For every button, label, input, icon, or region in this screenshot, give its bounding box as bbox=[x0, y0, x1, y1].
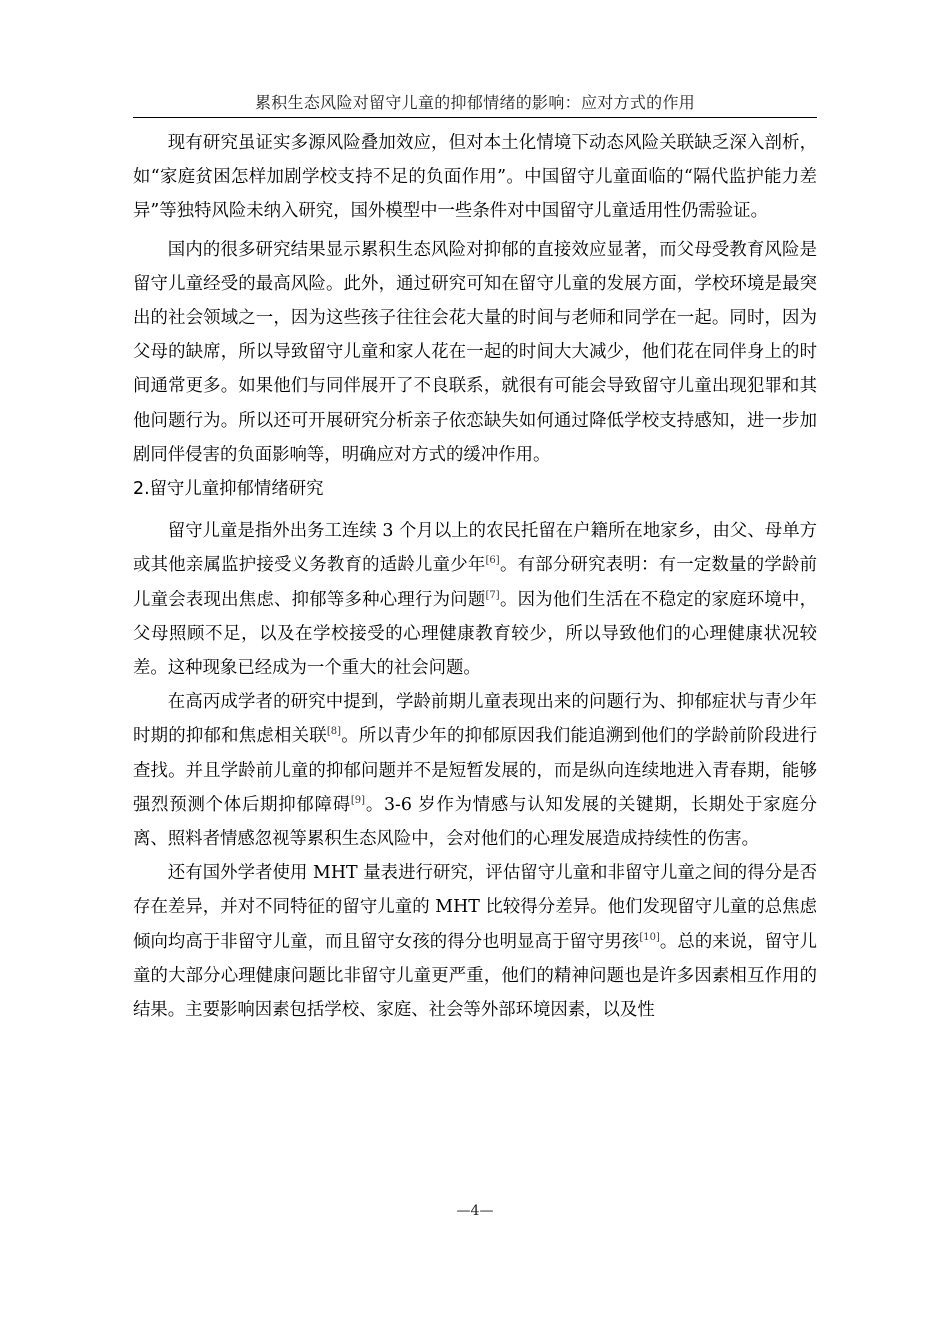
paragraph-text: 。总的来说，留守儿童的大部分心理健康问题比非留守儿童更严重，他们的精神问题也是许多因素相互作用的结果。主要影响因素包括学校、家庭、社会等外部环境因素，以及性 bbox=[133, 931, 817, 1021]
running-header: 累积生态风险对留守儿童的抑郁情绪的影响：应对方式的作用 bbox=[254, 93, 696, 112]
citation-marker: [9] bbox=[350, 795, 366, 807]
citation-marker: [6] bbox=[485, 555, 500, 567]
paragraph: 现有研究虽证实多源风险叠加效应，但对本土化情境下动态风险关联缺乏深入剖析，如“家庭贫困怎样加剧学校支持不足的负面作用”。中国留守儿童面临的“隔代监护能力差异”等独特风险未纳入研究，国外模型中一些条件对中国留守儿童适用性仍需验证。 bbox=[133, 133, 817, 222]
paragraph bbox=[133, 685, 817, 856]
paragraph-text: 。所以青少年的抑郁原因我们能追溯到他们的学龄前阶段进行查找。并且学龄前儿童的抑郁问题并不是短暂发展的，而是纵向连续地进入青春期，能够强烈预测个体后期抑郁障碍 bbox=[133, 726, 817, 815]
paragraph-text: 。有部分研究表明：有一定数量的学龄前儿童会表现出焦虑、抑郁等多种心理行为问题 bbox=[133, 555, 817, 610]
paragraph-text: 在高丙成学者的研究中提到，学龄前期儿童表现出来的问题行为、抑郁症状与青少年时期的抑郁和焦虑相关联 bbox=[133, 692, 817, 747]
body-text bbox=[133, 126, 817, 1027]
citation-marker: [8] bbox=[326, 726, 342, 738]
page-number: —4— bbox=[456, 1203, 494, 1219]
paragraph-text: 还有国外学者使用 MHT 量表进行研究，评估留守儿童和非留守儿童之间的得分是否存在差异，并对不同特征的留守儿童的 MHT 比较得分差异。他们发现留守儿童的总焦虑倾向均高于非留守儿童，而且留守女孩的得分也明显高于留守男孩 bbox=[133, 863, 817, 952]
citation-marker: [7] bbox=[485, 589, 500, 601]
paragraph bbox=[133, 856, 817, 1027]
paragraph-text: 。3-6 岁作为情感与认知发展的关键期，长期处于家庭分离、照料者情感忽视等累积生态风险中，会对他们的心理发展造成持续性的伤害。 bbox=[133, 794, 817, 850]
paragraph-text: 。因为他们生活在不稳定的家庭环境中，父母照顾不足，以及在学校接受的心理健康教育较少，所以导致他们的心理健康状况较差。这种现象已经成为一个重大的社会问题。 bbox=[133, 589, 817, 679]
paragraph-text: 留守儿童是指外出务工连续 3 个月以上的农民托留在户籍所在地家乡，由父、母单方或其他亲属监护接受义务教育的适龄儿童少年 bbox=[133, 521, 817, 576]
paragraph: 国内的很多研究结果显示累积生态风险对抑郁的直接效应显著，而父母受教育风险是留守儿童经受的最高风险。此外，通过研究可知在留守儿童的发展方面，学校环境是最突出的社会领域之一，因为这些孩子往往会花大量的时间与老师和同学在一起。同时，因为父母的缺席，所以导致留守儿童和家人花在一起的时间大大减少，他们花在同伴身上的时间通常更多。如果他们与同伴展开了不良联系，就很有可能会导致留守儿童出现犯罪和其他问题行为。所以还可开展研究分析亲子依恋缺失如何通过降低学校支持感知，进一步加剧同伴侵害的负面影响等，明确应对方式的缓冲作用。 bbox=[133, 239, 817, 465]
header-rule bbox=[133, 117, 817, 118]
section-heading: 2.留守儿童抑郁情绪研究 bbox=[133, 479, 324, 500]
citation-marker: [10] bbox=[639, 931, 660, 943]
paragraph bbox=[133, 514, 817, 685]
